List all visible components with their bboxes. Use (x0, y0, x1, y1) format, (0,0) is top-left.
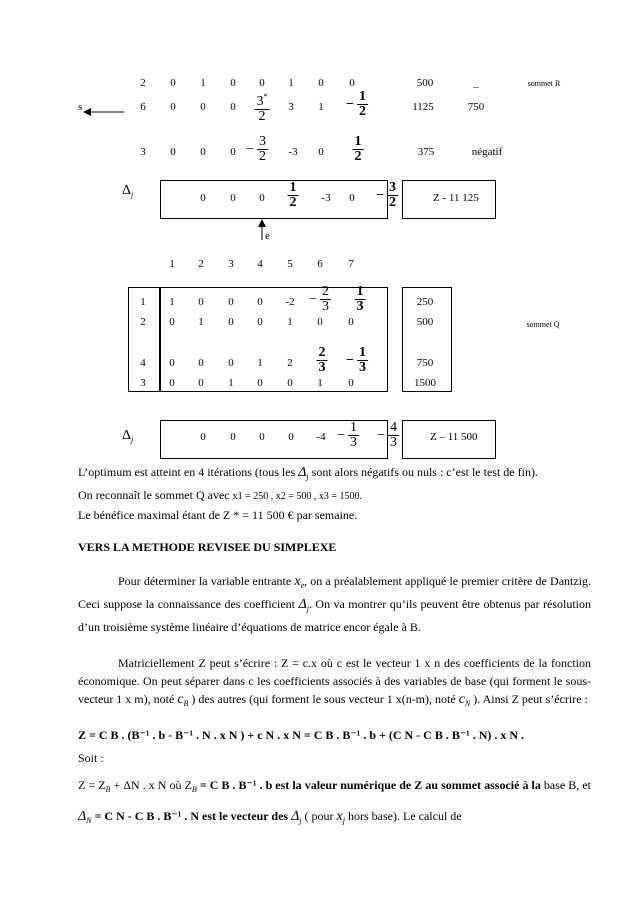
t1-r3-c6: -3 (288, 146, 298, 158)
t2-r4-rhs: 1500 (414, 377, 436, 389)
t1-r3-c4: 0 (230, 146, 236, 158)
t1-r3-c1: 3 (140, 146, 146, 158)
t2-r3-c6-fraction: $\frac{2}{3}$ (318, 345, 326, 375)
t1-r1-c8: 0 (349, 77, 355, 89)
t2-r3-c3: 0 (228, 357, 234, 369)
t2-r3-c2: 0 (198, 357, 204, 369)
t2-basis-4: 3 (140, 377, 146, 389)
t1-r1-c7: 0 (318, 77, 324, 89)
t1-r1-c5: 0 (259, 77, 265, 89)
paragraph-z-formula: $Z = Z_B + \Delta N$ . x N où $Z_B = C$ B . B⁻¹ . b est la valeur numérique de Z au sommet associé à la base B, et $\Delta_N = C$ N - C B . B⁻¹ . N est le vecteur des $\Delta_j$ ( pour $x_j$ hors base). Le calcul de (78, 778, 591, 825)
t2-r4-c7: 0 (348, 377, 354, 389)
t2-basis-1: 1 (140, 296, 146, 308)
t1-r2-c3: 0 (200, 101, 206, 113)
t1-delta-z: Z - 11 125 (433, 192, 479, 204)
t2-r4-c1: 0 (169, 377, 175, 389)
t2-r1-rhs: 250 (416, 296, 434, 308)
t1-r3-c5-fraction: − $\frac{3}{2}$ (246, 134, 266, 164)
t2-r1-c4: 0 (257, 296, 263, 308)
t1-r2-c6: 3 (288, 101, 294, 113)
t1-r1-c1: 2 (140, 77, 146, 89)
t1-r1-rhs: 500 (416, 77, 434, 89)
conclusion-line-3: Le bénéfice maximal étant de Z * = 11 500 € par semaine. (78, 508, 358, 522)
t2-r3-c7-fraction: − $\frac{1}{3}$ (346, 345, 366, 375)
t2-h4: 4 (257, 258, 263, 270)
t2-h5: 5 (287, 258, 293, 270)
t1-delta-symbol: $\Delta_j$ (122, 183, 134, 199)
t2-d-c7-fraction: − $\frac{4}{3}$ (377, 420, 397, 450)
t2-h3: 3 (228, 258, 234, 270)
equation-z-expanded: Z = C B . (B⁻¹ . b - B⁻¹ . N . x N ) + c N . x N = C B . B⁻¹ . b + (C N - C B . B⁻¹ . N) . x N . (78, 728, 525, 742)
t2-r2-c1: 0 (169, 316, 175, 328)
t2-r4-c3: 1 (228, 377, 234, 389)
t1-d-c9-fraction: − $\frac{3}{2}$ (376, 180, 396, 210)
t2-d-c6-fraction: − $\frac{1}{3}$ (337, 420, 357, 450)
t2-r1-c6-fraction: − $\frac{2}{3}$ (309, 284, 329, 314)
t2-r2-c6: 0 (317, 316, 323, 328)
t2-d-c1: 0 (200, 431, 206, 443)
t2-r2-c4: 0 (257, 316, 263, 328)
t2-d-c5: -4 (316, 431, 326, 443)
t2-r3-rhs: 750 (416, 357, 434, 369)
t1-r2-c1: 6 (140, 101, 146, 113)
t1-d-c8: 0 (349, 192, 355, 204)
t1-r1-c4: 0 (230, 77, 236, 89)
t2-delta-symbol: $\Delta_j$ (122, 428, 134, 444)
t2-d-c4: 0 (288, 431, 294, 443)
t2-d-c2: 0 (230, 431, 236, 443)
t2-r1-c7-fraction: $\frac{1}{3}$ (356, 284, 364, 314)
t1-r1-c2: 0 (170, 77, 176, 89)
t2-h6: 6 (317, 258, 323, 270)
t1-r1-ratio: _ (473, 77, 479, 89)
t2-h2: 2 (198, 258, 204, 270)
t2-r2-c5: 1 (287, 316, 293, 328)
conclusion-line-1: L’optimum est atteint en 4 itérations (tous les $\Delta_j$ sont alors négatifs ou nuls : c’est le test de fin). (78, 465, 538, 481)
t1-r2-c4: 0 (230, 101, 236, 113)
t1-r2-c2: 0 (170, 101, 176, 113)
t1-d-c3: 0 (200, 192, 206, 204)
t1-r1-c3: 1 (200, 77, 206, 89)
t2-r2-c7: 0 (348, 316, 354, 328)
t2-r3-c4: 1 (257, 357, 263, 369)
t2-r1-c1: 1 (169, 296, 175, 308)
t1-r3-ratio: négatif (471, 146, 503, 158)
soit-label: Soit : (78, 751, 104, 765)
t1-r2-rhs: 1125 (412, 101, 434, 113)
t2-r2-c2: 1 (198, 316, 204, 328)
t1-r3-rhs: 375 (417, 146, 435, 158)
t1-r2-c7: 1 (318, 101, 324, 113)
paragraph-dantzig: Pour déterminer la variable entrante $x_e$, on a préalablement appliqué le premier critère de Dantzig. Ceci suppose la connaissance des coefficient $\Delta_j$. On va montrer qu’ils peuvent être obtenus par résolution d’un troisième système linéaire d’équations de matrice encor égale à B. (78, 574, 592, 634)
t1-d-c5: 0 (259, 192, 265, 204)
t2-r3-c1: 0 (169, 357, 175, 369)
t2-h1: 1 (169, 258, 175, 270)
t1-r2-c8-fraction: − $\frac{1}{2}$ (346, 89, 366, 119)
t1-r3-c2: 0 (170, 146, 176, 158)
t2-basis-3: 4 (140, 357, 146, 369)
t2-r2-rhs: 500 (416, 316, 434, 328)
t2-r2-c3: 0 (228, 316, 234, 328)
section-title: VERS LA METHODE REVISEE DU SIMPLEXE (78, 540, 337, 554)
t1-leaving-label: s (78, 101, 83, 113)
t1-r3-c7: 0 (318, 146, 324, 158)
t1-entering-label: e (265, 230, 270, 242)
t2-r4-c2: 0 (198, 377, 204, 389)
t2-r1-c3: 0 (228, 296, 234, 308)
t2-r1-c2: 0 (198, 296, 204, 308)
t2-note-sommet-q: sommet Q (526, 320, 560, 329)
t2-r1-c5: -2 (285, 296, 295, 308)
t1-d-c4: 0 (230, 192, 236, 204)
paragraph-matriciel: Matriciellement Z peut s’écrire : Z = c.x où c est le vecteur 1 x n des coefficients de la fonction économique. On peut séparer dans c les coefficients associés à des variables de base (qui forment le sous-vecteur 1 x m), noté $c_B$ ) des autres (qui forment le sous vecteur 1 x(n-m), noté $c_N$ ). Ainsi Z peut s’écrire : (78, 656, 592, 708)
t1-d-c6-fraction: $\frac{1}{2}$ (289, 180, 297, 210)
t2-delta-z: Z – 11 500 (430, 431, 478, 443)
t1-note-sommet-r: sommet R (527, 79, 561, 88)
t2-h7: 7 (348, 258, 354, 270)
t2-basis-2: 2 (140, 316, 146, 328)
t1-r3-c3: 0 (200, 146, 206, 158)
conclusion-paragraph (78, 463, 591, 524)
t2-d-c3: 0 (259, 431, 265, 443)
t1-r2-ratio: 750 (467, 101, 485, 113)
t1-r2-c5-fraction: $\frac{3^*}{2}$ (256, 92, 268, 124)
t2-r4-c4: 0 (257, 377, 263, 389)
t2-r3-c5: 2 (287, 357, 293, 369)
conclusion-line-2: On reconnaît le sommet Q avec x1 = 250 , x2 = 500 , x3 = 1500. (78, 488, 363, 502)
t1-d-c7: -3 (321, 192, 331, 204)
t2-r4-c6: 1 (317, 377, 323, 389)
t2-r4-c5: 0 (287, 377, 293, 389)
t1-r3-c8-fraction: $\frac{1}{2}$ (354, 134, 362, 164)
t1-r1-c6: 1 (288, 77, 294, 89)
